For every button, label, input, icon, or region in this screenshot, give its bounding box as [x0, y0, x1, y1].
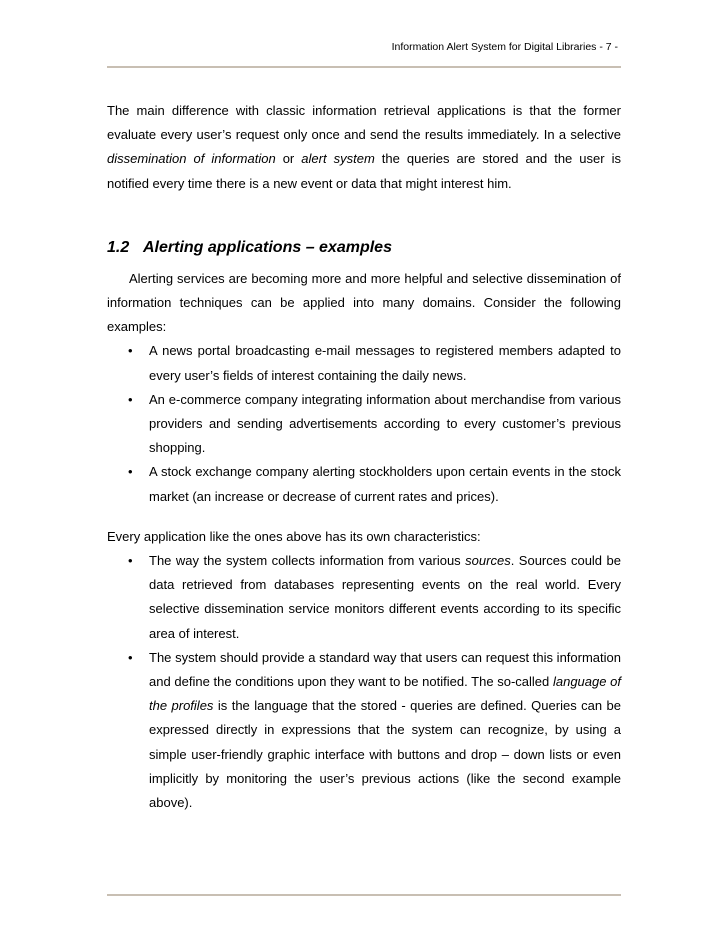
- footer-rule: [107, 894, 621, 896]
- list-item-text: An e-commerce company integrating information about merchandise from various providers and sending advertisements according to every customer’s previous shopping.: [149, 391, 621, 456]
- list-item-text: The system should provide a standard way that users can request this information and define the conditions upon they want to be notified. The so-called: [149, 649, 621, 690]
- term-language-of-profiles: language of the profiles: [149, 674, 621, 714]
- intro-term-alert-system: alert system: [301, 151, 375, 167]
- bullet-icon: •: [128, 464, 133, 480]
- bullet-icon: •: [128, 553, 133, 569]
- bullet-icon: •: [128, 391, 133, 407]
- term-sources: sources: [465, 553, 511, 569]
- list-item-text: A stock exchange company alerting stockholders upon certain events in the stock market (an increase or decrease of current rates and prices).: [149, 464, 621, 504]
- section-number: 1.2: [107, 238, 130, 256]
- intro-term-sdi: dissemination of information: [107, 151, 276, 167]
- list-item: [107, 388, 621, 461]
- examples-list: [107, 339, 621, 508]
- running-header: Information Alert System for Digital Libraries - 7 -: [391, 41, 618, 53]
- intro-paragraph: [107, 99, 621, 196]
- list-item: [107, 460, 621, 508]
- list-item: [107, 646, 621, 815]
- header-rule: [107, 66, 621, 68]
- section-title: Alerting applications – examples: [143, 238, 392, 256]
- list-item-text: . Sources could be data retrieved from databases representing events on the real world. Every selective dissemination service monitors different events according to its specific area of interest.: [149, 553, 621, 641]
- list-item: [107, 339, 621, 387]
- section-intro-paragraph: Alerting services are becoming more and more helpful and selective dissemination of information techniques can be applied into many domains. Consider the following examples:: [107, 270, 621, 335]
- page-body: [107, 99, 621, 815]
- characteristics-list: [107, 549, 621, 815]
- list-item: [107, 549, 621, 646]
- section-heading: [107, 238, 621, 267]
- intro-text-3: the queries are stored and the user is notified every time there is a new event or data that might interest him.: [107, 151, 622, 191]
- intro-text-1: The main difference with classic information retrieval applications is that the former evaluate every user’s request only once and send the results immediately. In a selective: [107, 103, 621, 143]
- intro-text-2: or: [275, 151, 302, 167]
- bullet-icon: •: [128, 649, 133, 665]
- characteristics-intro: Every application like the ones above has its own characteristics:: [107, 528, 481, 544]
- list-item-text: is the language that the stored - queries are defined. Queries can be expressed directly in expressions that the system can recognize, by using a simple user-friendly graphic interface with buttons and drop – down lists or even implicitly by monitoring the user’s previous actions (like the second example above).: [149, 698, 622, 811]
- bullet-icon: •: [128, 343, 133, 359]
- list-item-text: The way the system collects information from various: [149, 553, 466, 569]
- list-item-text: A news portal broadcasting e-mail messages to registered members adapted to every user’s fields of interest containing the daily news.: [149, 343, 621, 383]
